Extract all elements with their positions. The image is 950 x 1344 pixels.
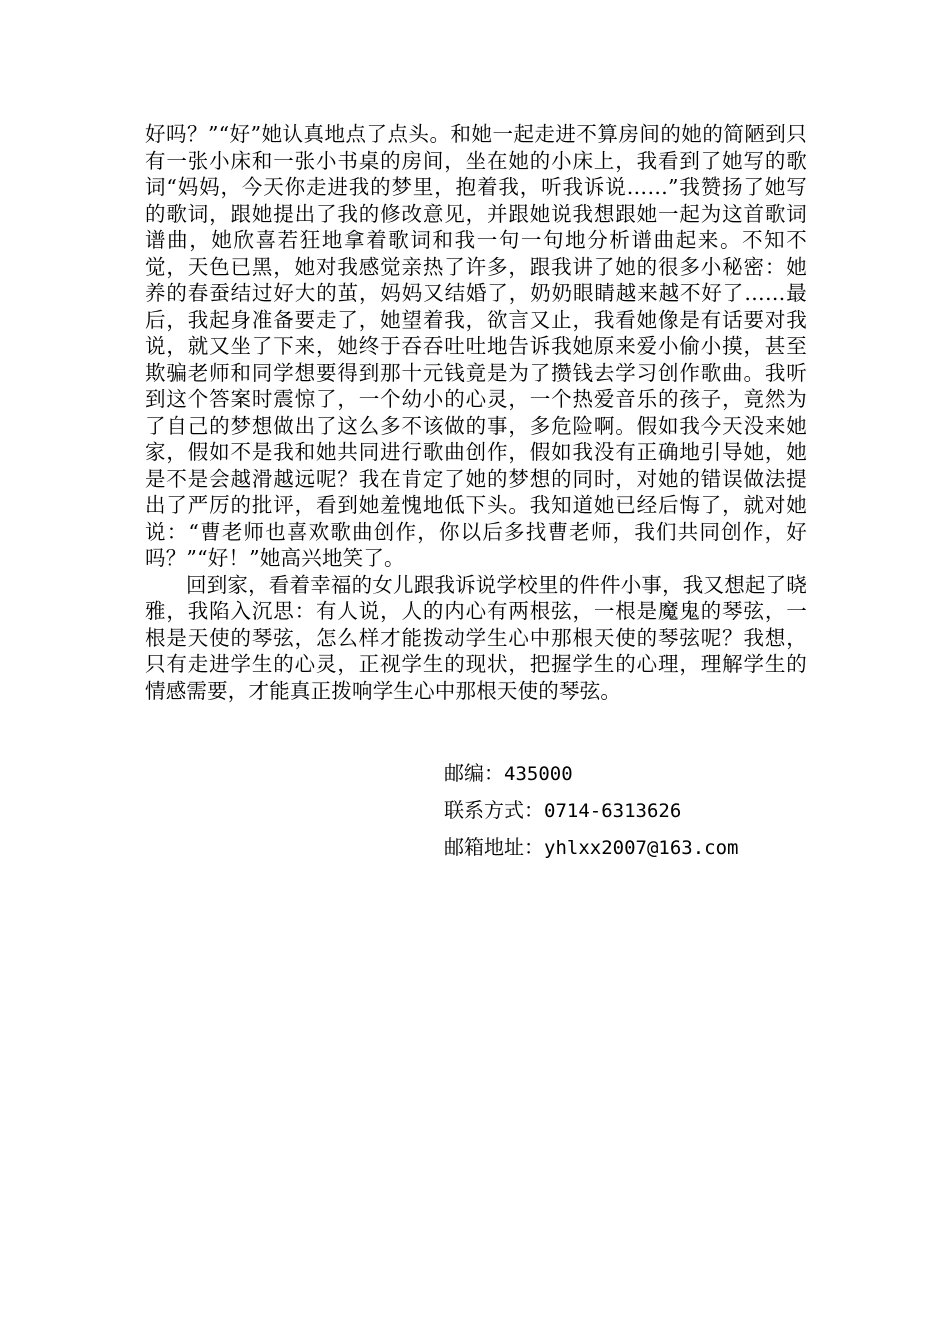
phone-value: 0714-6313626 — [544, 800, 682, 822]
email-line — [444, 834, 738, 871]
email-value: yhlxx2007@163.com — [544, 837, 739, 859]
paragraph-2: 回到家，看着幸福的女儿跟我诉说学校里的件件小事，我又想起了晓雅，我陷入沉思：有人说，人的内心有两根弦，一根是魔鬼的琴弦，一根是天使的琴弦，怎么样才能拨动学生心中那根天使的琴弦呢？我想，只有走进学生的心灵，正视学生的现状，把握学生的心理，理解学生的情感需要，才能真正拨响学生心中那根天使的琴弦。 — [145, 572, 807, 703]
phone-line — [444, 797, 738, 834]
postcode-value: 435000 — [504, 763, 573, 785]
postcode-label: 邮编： — [444, 761, 504, 785]
phone-label: 联系方式： — [444, 798, 544, 822]
paragraph-1: 好吗？”“好”她认真地点了点头。和她一起走进不算房间的她的简陋到只有一张小床和一张小书桌的房间，坐在她的小床上，我看到了她写的歌词“妈妈，今天你走进我的梦里，抱着我，听我诉说……”我赞扬了她写的歌词，跟她提出了我的修改意见，并跟她说我想跟她一起为这首歌词谱曲，她欣喜若狂地拿着歌词和我一句一句地分析谱曲起来。不知不觉，天色已黑，她对我感觉亲热了许多，跟我讲了她的很多小秘密：她养的春蚕结过好大的茧，妈妈又结婚了，奶奶眼睛越来越不好了……最后，我起身准备要走了，她望着我，欲言又止，我看她像是有话要对我说，就又坐了下来，她终于吞吞吐吐地告诉我她原来爱小偷小摸，甚至欺骗老师和同学想要得到那十元钱竟是为了攒钱去学习创作歌曲。我听到这个答案时震惊了，一个幼小的心灵，一个热爱音乐的孩子，竟然为了自己的梦想做出了这么多不该做的事，多危险啊。假如我今天没来她家，假如不是我和她共同进行歌曲创作，假如我没有正确地引导她，她是不是会越滑越远呢？我在肯定了她的梦想的同时，对她的错误做法提出了严厉的批评，看到她羞愧地低下头。我知道她已经后悔了，就对她说：“曹老师也喜欢歌曲创作，你以后多找曹老师，我们共同创作，好吗？”“好！”她高兴地笑了。 — [145, 122, 807, 570]
article-body — [145, 121, 807, 704]
contact-block — [444, 760, 738, 871]
email-label: 邮箱地址： — [444, 835, 544, 859]
postcode-line — [444, 760, 738, 797]
